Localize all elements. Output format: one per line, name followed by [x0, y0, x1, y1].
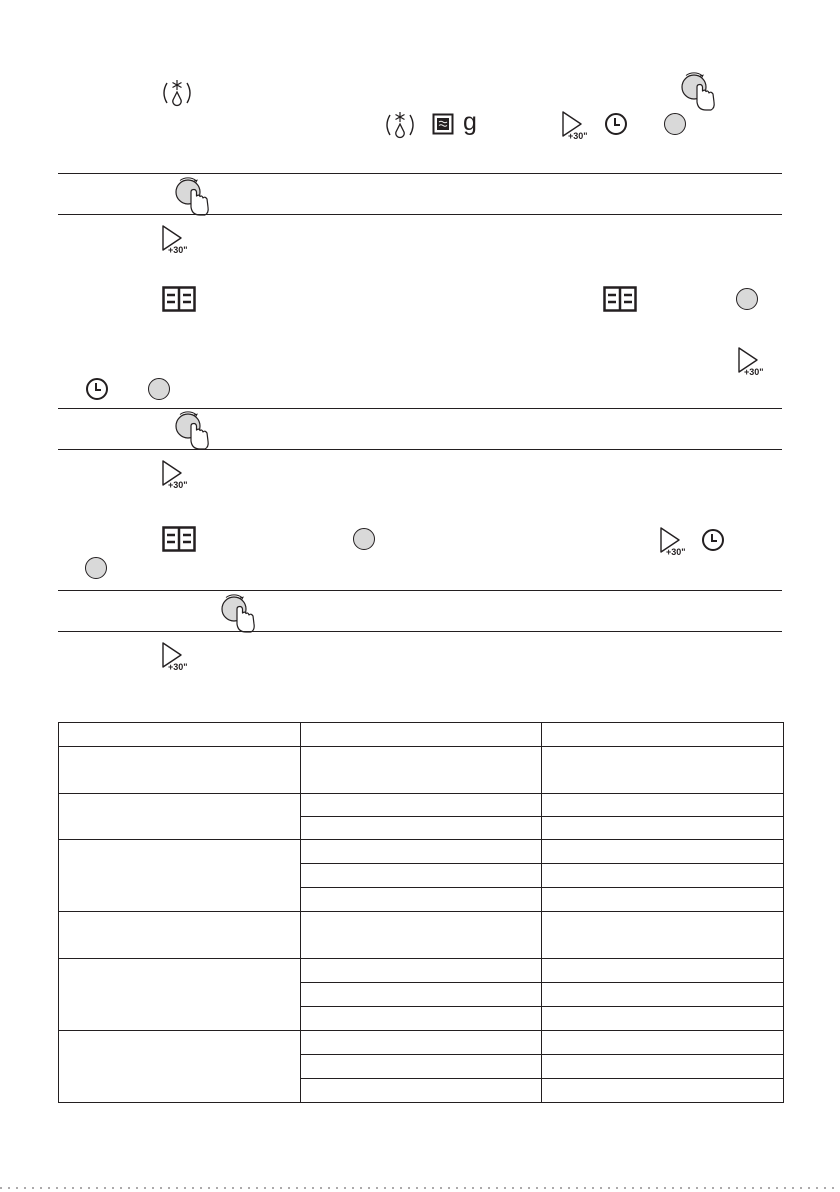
table-cell — [542, 1031, 784, 1055]
table-cell — [542, 912, 784, 959]
program-table — [58, 722, 784, 1103]
table-row — [59, 794, 784, 817]
divider-line — [58, 590, 782, 591]
table-cell — [301, 912, 542, 959]
round-button-icon — [735, 287, 759, 311]
table-cell — [542, 888, 784, 912]
table-cell — [542, 840, 784, 864]
table-row — [59, 840, 784, 864]
table-cell — [301, 747, 542, 794]
table-cell — [301, 817, 542, 840]
table-cell — [301, 1031, 542, 1055]
table-cell — [301, 840, 542, 864]
table-cell — [301, 1055, 542, 1079]
table-row — [59, 1031, 784, 1055]
divider-line — [58, 449, 782, 450]
divider-line — [58, 408, 782, 409]
table-cell — [542, 983, 784, 1007]
round-button-icon — [663, 112, 687, 136]
divider-line — [58, 214, 782, 215]
round-button-icon — [352, 527, 376, 551]
plate-icon — [432, 113, 454, 135]
table-cell — [542, 959, 784, 983]
recipe-book-icon — [162, 286, 196, 312]
table-cell — [59, 959, 301, 1031]
table-cell — [59, 840, 301, 912]
table-cell — [542, 794, 784, 817]
knob-hand-icon — [172, 177, 212, 217]
table-cell — [301, 864, 542, 888]
table-cell — [542, 1055, 784, 1079]
round-button-icon — [84, 556, 108, 580]
clock-icon — [85, 377, 109, 401]
table-cell — [301, 1007, 542, 1031]
table-row — [59, 747, 784, 794]
steam-clean-icon — [383, 110, 417, 140]
table-cell — [59, 912, 301, 959]
start-plus30-icon — [160, 224, 200, 254]
divider-line — [58, 173, 782, 174]
clock-icon — [701, 528, 725, 552]
weight-unit-glyph: g — [463, 108, 477, 136]
table-cell — [59, 1031, 301, 1103]
table-cell — [542, 723, 784, 747]
recipe-book-icon — [162, 526, 196, 552]
table-row — [59, 912, 784, 959]
start-plus30-icon — [658, 526, 698, 556]
recipe-book-icon — [603, 286, 637, 312]
table-cell — [301, 1079, 542, 1103]
knob-hand-icon — [678, 72, 718, 112]
table-cell — [542, 1079, 784, 1103]
table-cell — [301, 794, 542, 817]
table-cell — [542, 864, 784, 888]
table-cell — [59, 747, 301, 794]
table-cell — [542, 747, 784, 794]
divider-line — [58, 631, 782, 632]
table-cell — [542, 817, 784, 840]
start-plus30-icon — [160, 459, 200, 489]
table-cell — [59, 794, 301, 840]
crop-mark — [0, 1184, 840, 1192]
table-cell — [301, 723, 542, 747]
table-cell — [301, 983, 542, 1007]
table-row — [59, 959, 784, 983]
knob-hand-icon — [218, 594, 258, 634]
table-cell — [542, 1007, 784, 1031]
start-plus30-icon — [736, 346, 776, 376]
knob-hand-icon — [172, 411, 212, 451]
clock-icon — [604, 112, 628, 136]
round-button-icon — [147, 377, 171, 401]
table-cell — [301, 888, 542, 912]
table-cell — [59, 723, 301, 747]
table-cell — [301, 959, 542, 983]
start-plus30-icon — [160, 641, 200, 671]
table-header-row — [59, 723, 784, 747]
steam-clean-icon — [160, 78, 194, 108]
start-plus30-icon — [560, 110, 600, 140]
